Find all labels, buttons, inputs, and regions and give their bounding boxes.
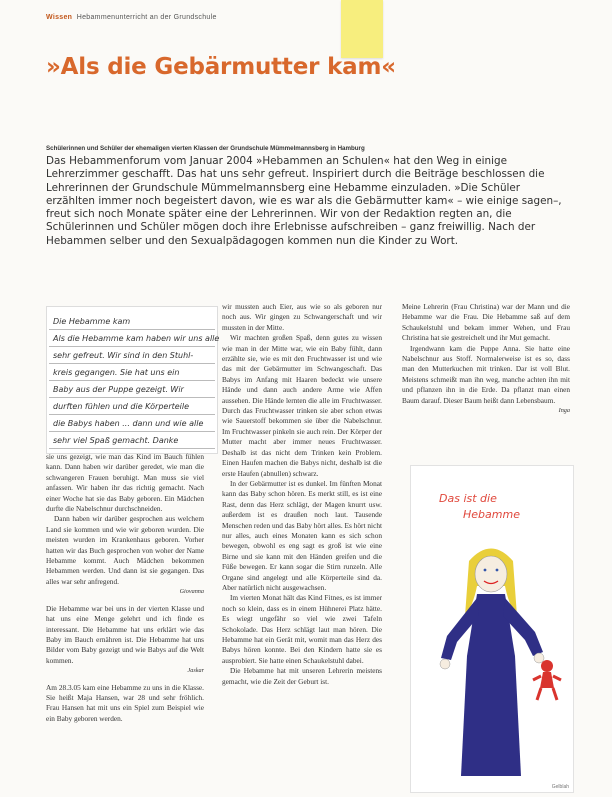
article-paragraph: Meine Lehrerin (Frau Christina) war der Mann und die Hebamme war die Frau. Die Hebamme saß auf dem Schaukelstuhl und bekam immer Wehen, und Frau Christina hat sie gestreichelt und ihr Mut gemacht. [402,302,570,343]
midwife-drawing-svg [411,466,573,792]
intro-byline: Schülerinnen und Schüler der ehemaligen vierten Klassen der Grundschule Mümmelmannsberg in Hamburg [46,145,365,152]
left-eye [484,569,487,572]
article-title: »Als die Gebärmutter kam« [46,54,396,80]
ruled-line [49,380,215,381]
ruled-line [49,397,215,398]
ruled-line [49,329,215,330]
text-column-2 [222,302,382,687]
baby-head [541,660,553,672]
handwriting-line: die Babys haben ... dann und wie alle [53,419,204,428]
author-signature: Giovanna [179,588,204,596]
face-shape [475,556,507,592]
handwriting-line: sehr viel Spaß gemacht. Danke [53,436,179,445]
article-paragraph: Irgendwann kam die Puppe Anna. Sie hatte eine Nabelschnur aus Stoff. Normalerweise ist es so, dass man den Mutterkuchen mit trinken. Dar ist voll Blut. Meistens schmeißt man ihn weg, manche achten ihn mit und pflanzen ihn in die Erde. Da pflanzt man einen Baum darauf. Dieser Baum heißt dann Lebensbaum. [402,343,570,405]
baby-body [540,672,554,688]
intro-paragraph: Das Hebammenforum vom Januar 2004 »Hebammen an Schulen« hat den Weg in einige Lehrerzimmer geschafft. Das hat uns sehr gefreut. Inspiriert durch die Beiträge beschlossen die Lehrerinnen der Grundschule Mümmelmannsberg eine Hebamme einzuladen. »Die Schüler erzählten immer noch begeistert davon, wie es war als die Gebärmutter kam« – wie einige sagen–, freut sich noch Monate später eine der Lehrerinnen. Wir von der Redaktion regten an, die Schülerinnen und Schüler mögen doch ihre Erlebnisse aufschreiben – ganz freiwillig. Nach der Hebammen selber und den Sexualpädagogen kommen nun die Kinder zu Wort. [46,155,562,247]
right-eye [496,569,499,572]
handwriting-line: Als die Hebamme kam haben wir uns alle [53,334,220,343]
article-paragraph: Am 28.3.05 kam eine Hebamme zu uns in die Klasse. Sie heißt Maja Hansen, war 28 und sehr fröhlich. Frau Hansen hat mit uns ein Spiel zum Beispiel wie ein Baby geboren werden. [46,682,204,723]
article-paragraph: Die Hebamme war bei uns in der vierten Klasse und hat uns eine Menge gelehrt und ich finde es interessant. Die Hebamme hat uns erklärt wie das Baby im Bauch ernähren ist. Die Hebamme hat uns Bilder vom Baby gezeigt und wie Babys auf die Welt kommen. [46,603,204,665]
article-paragraph: sie uns gezeigt, wie man das Kind im Bauch fühlen kann. Dann haben wir darüber geredet, wie man die schwangeren Frauen beruhigt. Man muss sie viel anfassen. Wir haben ihr das richtig gemacht. Nach einer Woche hat sie das Baby geboren. Ein Mädchen durfte die Nabelschnur durchschneiden. [46,452,204,514]
article-paragraph: Die Hebamme hat mit unseren Lehrerin meistens gemacht, wie die Zeit der Geburt ist. [222,666,382,686]
article-paragraph: Im vierten Monat hält das Kind Fitnes, es ist immer noch so klein, dass es in einem Hühnerei Platz hätte. Es wiegt ungefähr so viel wie zwei Tafeln Schokolade. Das Herz schlägt laut man hören. Die Hebamme hat ein Gerät mit, womit man das Herz des Babys hören konnte. Bei den Kindern hatte sie es ausprobiert. Sie hatte einen Schaukelstuhl dabei. [222,593,382,665]
sticky-note [341,0,383,58]
ruled-line [49,346,215,347]
drawing-caption-line2: Hebamme [463,508,520,521]
author-signature: Inga [558,407,570,415]
handwriting-line: durften fühlen und die Körperteile [53,402,190,411]
text-column-3 [402,302,570,422]
ruled-line [49,363,215,364]
handwritten-note-image [46,306,218,454]
section-topic: Hebammenunterricht an der Grundschule [76,14,217,21]
handwriting-line: Die Hebamme kam [53,317,131,326]
ruled-line [49,414,215,415]
author-signature: Jaskar [187,667,204,675]
section-kicker [46,14,217,21]
left-hand [440,659,450,669]
handwriting-line: sehr gefreut. Wir sind in den Stuhl- [53,351,194,360]
article-paragraph: Wir machten großen Spaß, denn gutes zu wissen wie man in der Mitte war, wie ein Baby fühlt, dann erzählte sie, wie es mit den Fruchtwasser ist und wie das mit der Gebärmutter im Schwangeschaft. Das Babys im Anfang mit Haaren bedeckt wie unsere Hände und dann auch andere Arme wie Affen aussehen. Die Hände lernten die alle im Fruchtwasser. Durch das Fruchtwasser trinken sie aber schon etwas wie Sauerstoff bekommen sie über die Nabelschnur. Im Fruchtwasser pinkeln sie auch rein. Der Körper der Mutter macht aber immer neues Fruchtwasser. Deshalb ist das nicht dem Trinken kein Problem. Einen Haufen machen die Babys nicht, deshalb ist die erste Haufen (abnullen) schwarz. [222,333,382,478]
child-drawing [410,465,574,793]
handwriting-line: Baby aus der Puppe gezeigt. Wir [53,385,184,394]
article-paragraph: wir mussten auch Eier, aus wie so als geboren nur noch aus. Wir gingen zu Schwangerschaft und wir mussten in der Mitte. [222,302,382,332]
right-hand [534,653,544,663]
drawing-caption-line1: Das ist die [439,492,497,505]
ruled-line [49,431,215,432]
handwriting-line: kreis gegangen. Sie hat uns ein [53,368,180,377]
article-paragraph: In der Gebärmutter ist es dunkel. Im fünften Monat kann das Baby schon hören. Es merkt still, es ist eine Rast, denn das Herz schlägt, der Magen knurrt usw. außerdem ist es draußen noch laut. Tausende Menschen reden und das Baby hört alles. Es hört nicht nur alles, auch eines Monaten kann es sich schon bewegen, obwohl es eng sagt es groß ist wie eine Birne und sie kann mit den Händen greifen und die Füße bewegen. Er kann sogar die Stirn runzeln. Alle Organe sind angelegt und alle Körperteile sind da. Aber natürlich nicht ausgewachsen. [222,478,382,592]
article-paragraph: Dann haben wir darüber gesprochen aus welchem Land sie kommen und wie wir geboren wurden. Die meisten wurden im Krankenhaus geboren. Vorher hatten wir das Buch gesprochen von woher der Name Hebamme kommt. Auch Mädchen bekommen Hebammen werden. Und dann ist sie gegangen. Das alles war sehr anfregend. [46,514,204,586]
section-name: Wissen [46,14,73,21]
drawing-credit: Gelblah [551,784,569,790]
ruled-line [49,448,215,449]
